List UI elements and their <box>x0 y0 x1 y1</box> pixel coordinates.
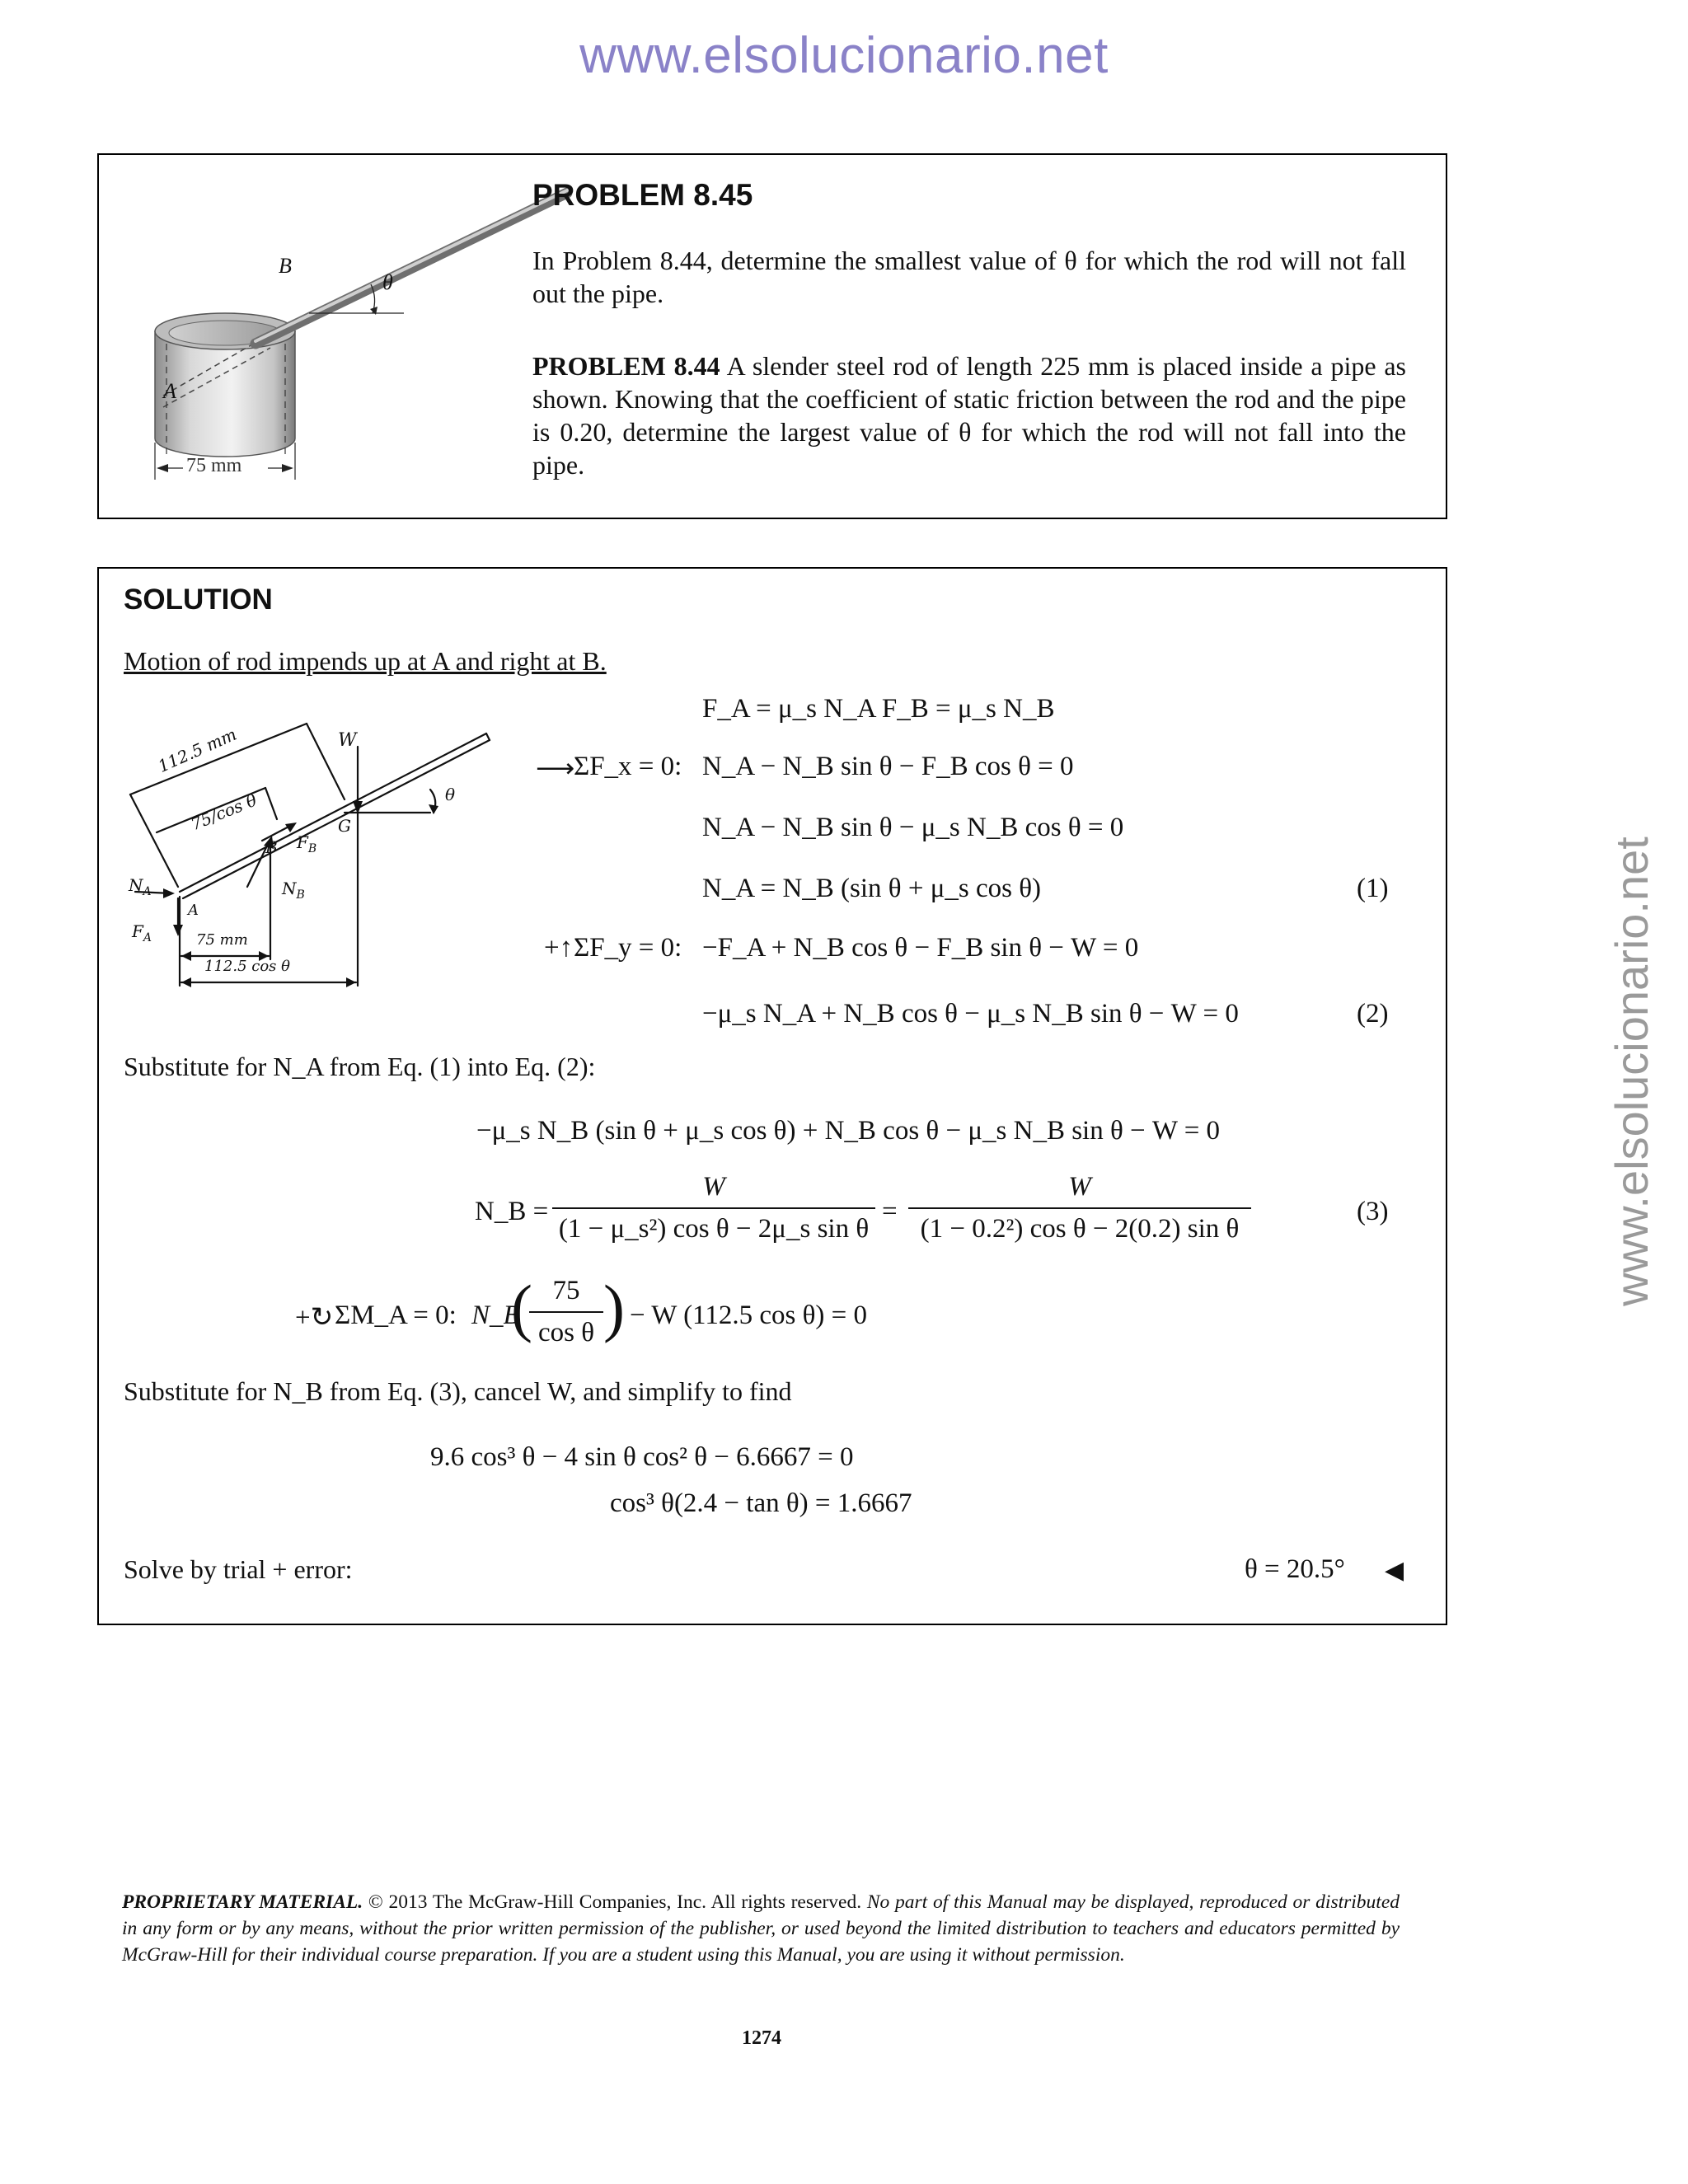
eq-3-equals: = <box>882 1197 898 1226</box>
fbd-label-nb: $N_B$ <box>282 879 305 902</box>
answer: θ = 20.5° <box>1245 1554 1345 1584</box>
substitute-text-2: Substitute for N_B from Eq. (3), cancel W, and simplify to find <box>124 1376 792 1406</box>
paren-right: ) <box>603 1272 625 1343</box>
figure-label-a: A <box>163 379 176 403</box>
fbd-label-w: W <box>338 730 357 751</box>
eq-friction: F_A = μ_s N_A F_B = μ_s N_B <box>702 694 1055 724</box>
eq-3-fraction-2 <box>908 1172 1251 1244</box>
problem-box <box>97 153 1447 519</box>
solution-box <box>97 567 1447 1625</box>
fbd-label-fa: $F_A$ <box>132 921 152 944</box>
figure-label-theta: θ <box>382 270 393 294</box>
eq-final-2: cos³ θ(2.4 − tan θ) = 1.6667 <box>610 1488 912 1518</box>
fbd-label-dim1: 75 mm <box>196 931 248 949</box>
eq-substituted: −μ_s N_B (sin θ + μ_s cos θ) + N_B cos θ − μ_s N_B sin θ − W = 0 <box>476 1116 1221 1146</box>
fbd-label-length: 112.5 mm <box>155 724 240 776</box>
sum-fy-label: ΣF_y = 0: <box>574 933 682 963</box>
fbd-label-a: A <box>188 902 199 919</box>
sum-fy-eq: −F_A + N_B cos θ − F_B sin θ − W = 0 <box>702 933 1139 963</box>
arrow-plus-moment: +↻ <box>295 1303 334 1333</box>
fbd-label-theta: θ <box>445 785 456 804</box>
problem-title: PROBLEM 8.45 <box>532 178 753 212</box>
figure-dimension: 75 mm <box>186 455 242 476</box>
paren-left: ( <box>511 1272 532 1343</box>
fbd-label-b: B <box>265 837 278 857</box>
eq-3-lhs: N_B = <box>475 1197 549 1226</box>
footer-copyright: © 2013 The McGraw-Hill Companies, Inc. All rights reserved. <box>363 1891 867 1913</box>
answer-marker-icon: ◀ <box>1385 1556 1404 1585</box>
fbd-label-length2: 75/cos θ <box>188 790 260 835</box>
eq-2: −μ_s N_A + N_B cos θ − μ_s N_B sin θ − W = 0 <box>702 999 1239 1029</box>
sum-ma-fraction <box>529 1276 603 1348</box>
arrow-plus-right: ⟶ <box>536 754 575 784</box>
pipe-rod-figure <box>132 175 593 480</box>
eq-final-1: 9.6 cos³ θ − 4 sin θ cos² θ − 6.6667 = 0 <box>430 1442 854 1472</box>
sum-ma-nb: N_B <box>471 1301 520 1330</box>
fbd-label-dim2: 112.5 cos θ <box>204 958 290 975</box>
sum-ma-frac-den: cos θ <box>537 1318 595 1347</box>
reference-text: A slender steel rod of length 225 mm is placed inside a pipe as shown. Knowing that the coefficient of static friction between the rod and the pipe is 0.20, determine the largest value of θ for which the rod will not fall into the pipe. <box>532 351 1407 480</box>
eq-3-frac1-num: W <box>702 1172 725 1202</box>
problem-statement: In Problem 8.44, determine the smallest value of θ for which the rod will not fall out the pipe. <box>532 246 1406 308</box>
solve-label: Solve by trial + error: <box>124 1554 353 1584</box>
substitute-text-1: Substitute for N_A from Eq. (1) into Eq. (2): <box>124 1052 596 1081</box>
sum-ma-frac-num: 75 <box>552 1276 580 1305</box>
eq-2-number: (2) <box>1357 999 1389 1029</box>
eq-1-number: (1) <box>1357 874 1389 903</box>
sum-fx-label: ΣF_x = 0: <box>574 752 682 781</box>
fbd-label-g: G <box>338 816 351 836</box>
watermark-side: www.elsolucionario.net <box>1606 837 1658 1306</box>
eq-3-frac2-den: (1 − 0.2²) cos θ − 2(0.2) sin θ <box>920 1214 1240 1244</box>
footer-notice <box>122 1889 1400 1968</box>
solution-title: SOLUTION <box>124 583 273 616</box>
eq-na-step: N_A − N_B sin θ − μ_s N_B cos θ = 0 <box>702 813 1124 842</box>
eq-3-number: (3) <box>1357 1197 1389 1226</box>
fbd-label-na: $N_A$ <box>129 875 152 898</box>
sum-ma-rest: − W (112.5 cos θ) = 0 <box>630 1301 867 1330</box>
footer-bold-lead: PROPRIETARY MATERIAL. <box>122 1891 363 1913</box>
eq-1: N_A = N_B (sin θ + μ_s cos θ) <box>702 874 1042 903</box>
eq-3-fraction-1 <box>552 1172 875 1244</box>
eq-3-frac1-den: (1 − μ_s²) cos θ − 2μ_s sin θ <box>558 1214 870 1244</box>
fbd-label-fb: $F_B$ <box>297 832 317 855</box>
sum-fx-eq: N_A − N_B sin θ − F_B cos θ = 0 <box>702 752 1074 781</box>
eq-3-frac2-num: W <box>1068 1172 1091 1202</box>
arrow-plus-up: +↑ <box>544 933 574 963</box>
solution-intro: Motion of rod impends up at A and right at B. <box>124 646 607 676</box>
figure-label-b: B <box>279 254 292 278</box>
sum-ma-label: ΣM_A = 0: <box>335 1301 457 1330</box>
reference-label: PROBLEM 8.44 <box>532 351 720 381</box>
page-number: 1274 <box>742 2027 781 2049</box>
footer-italic: No part of this Manual may be displayed, reproduced or distributed in any form or by any means, without the prior written permission of the publisher, or used beyond the limited distribution to teachers and educators permitted by McGraw-Hill for their individual course preparation. If you are a student using this Manual, you are using it without permission. <box>122 1891 1400 1966</box>
watermark-top: www.elsolucionario.net <box>579 27 1109 84</box>
problem-reference <box>532 349 1406 481</box>
